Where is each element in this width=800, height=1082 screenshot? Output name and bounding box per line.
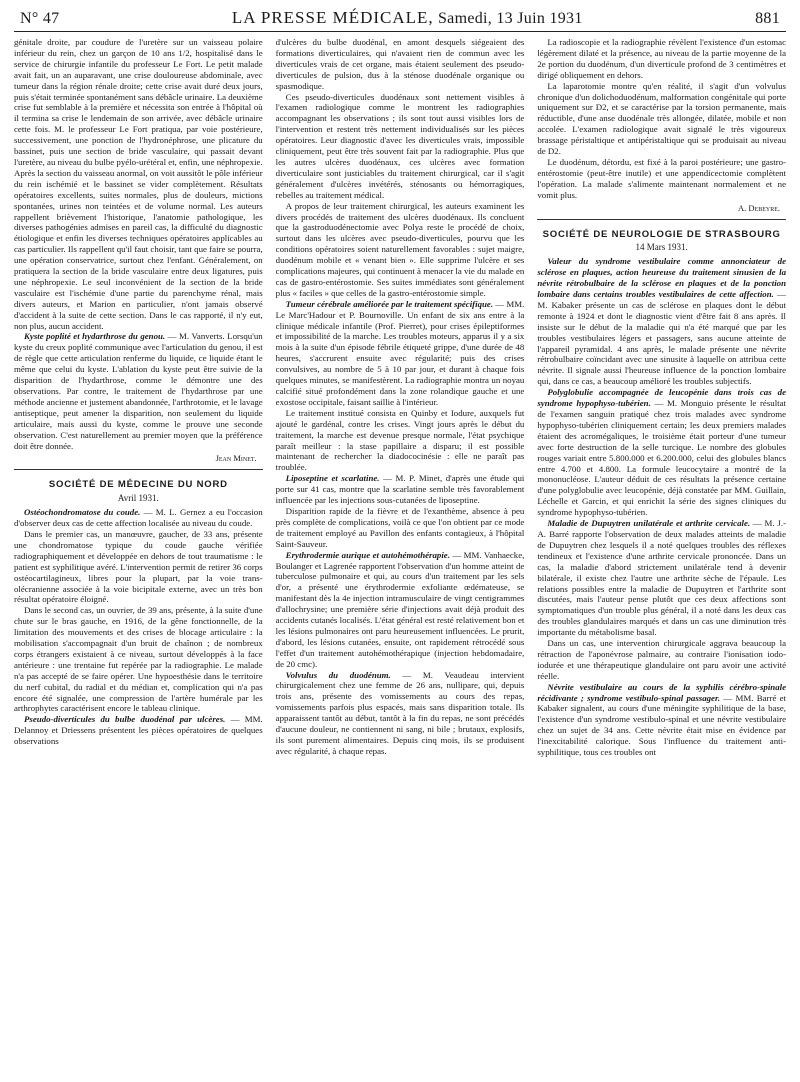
paragraph: A propos de leur traitement chirurgical, les auteurs examinent les divers procédés de traitement des ulcères duodénaux. Ils concluent que la gastroduodénectomie avec Polya reste le procédé de choix, surtout dans les ulcères avec pseudo-diverticules, pourvu que les conditions opératoires soient naturellement favorables : sujet maigre, duodénum mobile et « venant bien ». Elle supprime l'ulcère et ses complications majeures, qui continuent à menacer la vie du malade en cas de gastro-entérostomie. Ses suites immédiates sont généralement plus « faciles » que celles de la gastro-entérostomie simple. [275, 200, 525, 298]
article-title: Valeur du syndrome vestibulaire comme annonciateur de sclérose en plaques, action heureuse du traitement sinusien de la névrite rétrobulbaire de la sclérose en plaques et de la ponction lombaire dans certains troubles vestibulaires de cette affection. [537, 256, 787, 300]
paragraph: génitale droite, par coudure de l'uretère sur un vaisseau polaire inférieur du rein, chez un garçon de 10 ans 1/2, hospitalisé dans le service de chirurgie infantile du professeur Le Fort. Le petit malade avait fait, un an auparavant, une crise douloureuse abdominale, avec tumeur dans la région rénale droite; cette crise avait duré deux jours, puis s'était terminée spontanément sans débâcle urinaire. La deuxième crise fut semblable à la première et nécessita son entrée à l'hôpital où il termina sa crise le lendemain de son arrivée, avec débâcle urinaire cette fois. M. le professeur Le Fort pratiqua, par voie postérieure, successivement, une ponction de l'hydronéphrose, une plicature du bassinet, puis une section de bride vasculaire, qui passait devant l'uretère, au niveau du bulbe pyélo-urétéral et, enfin, une néphropexie. Après la section du vaisseau anormal, on voit aussitôt le pôle inférieur du rein ischémié et le bassinet se vider complètement. Résultats opératoires excellents, suites normales, plus de douleurs, mictions spontanées, urines non teintées et de volume normal. Les auteurs rappellent brièvement l'historique, l'anatomie pathologique, les diverses pathogénies admises en pareil cas, la difficulté du diagnostic étiologique et enfin les diverses techniques opératoires applicables au cas particulier. Ils rappellent qu'il faut choisir, tant que faire se pourra, une opération conservatrice, surtout chez l'enfant. Généralement, on pratiquera la section de la bride vasculaire entre deux ligatures, puis une néphropexie. Le seul inconvénient de la section de la bride vasculaire est l'ischémie d'une partie du parenchyme rénal, mais divers auteurs, et Marion en particulier, n'ont jamais observé d'accident à la suite de cette section. Dans le cas rapporté, il n'y eut, non plus, aucun accident. [14, 37, 263, 331]
article-title: Kyste poplité et hydarthrose du genou. [24, 331, 166, 342]
article [537, 682, 786, 758]
article-title: Névrite vestibulaire au cours de la syphilis cérébro-spinale récidivante ; syndrome vestibulo-spinal passager. [537, 681, 787, 703]
article-title: Maladie de Dupuytren unilatérale et arthrite cervicale. [547, 518, 751, 529]
journal-title-line [232, 8, 583, 28]
article-body: — MM. Vanhaecke, Boulanger et Lagrenée rapportent l'observation d'un homme atteint de tuberculose pulmonaire et qui, au cours d'un traitement par les sels d'or, a présenté une érythrodermie exfoliante œdémateuse, se manifestant dès la 4e injection intramusculaire de vingt centigrammes d'allochrysine; une première série d'injections avait déjà produit des accidents cutanés localisés. L'état général est resté relativement bon et les lésions pulmonaires ont paru heureusement influencées. Le prurit, d'abord, les lésions cutanées, ensuite, ont rapidement rétrocédé sous l'effet d'un traitement autohémothérapique (injection hebdomadaire, de 20 cmc). [275, 549, 525, 669]
paragraph: Ces pseudo-diverticules duodénaux sont nettement visibles à l'examen radiologique comme le montrent les radiographies accompagnant les observations ; ils sont tout aussi visibles lors de l'intervention et restent très nettement individualisés sur les pièces opératoires. Leur diagnostic d'avec les diverticules vrais, impossible cliniquement, peut être très souvent fait par la radiographie. Plus que les autres ulcères duodénaux, ces ulcères avec formation diverticulaire sont justiciables du traitement chirurgical, car il s'agit généralement d'ulcères invétérés, sténosants ou hémorragiques, rebelles au traitement médical. [275, 91, 525, 200]
article [276, 299, 525, 408]
divider [14, 469, 263, 470]
column-2 [276, 37, 525, 758]
paragraph: Dans le premier cas, un manœuvre, gaucher, de 33 ans, présente une chondromatose typique du coude gauche vérifiée radiographiquement et développée en dehors de tout traumatisme : le patient est syphilitique avéré. L'intervention permit de retirer 36 corps ostéocartilagineux, libres pour la plupart, par la voie trans-olécranienne associée à la voie bicipitale externe, avec un très bon résultat opératoire éloigné. [14, 528, 263, 605]
article [276, 550, 525, 670]
article-body: — M. J.-A. Barré rapporte l'observation de deux malades atteints de maladie de Dupuytren chez lesquels il a noté quelques troubles des réflexes tendineux et l'existence d'une arthrite cervicale prononcée. Dans un cas, la maladie d'abord strictement unilatérale tend à devenir bilatérale, il existe chez l'autre une arthrite sèche de l'épaule. Les relations possibles entre la maladie de Dupuytren et l'arthrite sont discutées, mais l'auteur pense plutôt que ces deux affections sont symptomatiques d'un trouble plus général, il a noté dans les deux cas des troubles glandulaires marqués et dans un cas une diminution très importante du métabolisme basal. [537, 518, 787, 638]
paragraph: Le traitement institué consista en Quinby et Iodure, auxquels fut ajouté le gardénal, contre les crises. Vingt jours après le début du traitement, la marche est devenue presque normale, l'état psychique paraît meilleur : la stase papillaire a disparu; il est possible maintenant de rechercher la diadococinésie : elle ne paraît pas troublée. [275, 407, 525, 473]
paragraph: Dans un cas, une intervention chirurgicale aggrava beaucoup la rétraction de l'aponévrose palmaire, au contraire l'ionisation iodo-iodurée et une thérapeutique glandulaire ont paru avoir une activité réelle. [537, 638, 787, 681]
section-date: Avril 1931. [117, 493, 159, 504]
article-title: Tumeur cérébrale améliorée par le traitement spécifique. [285, 298, 494, 309]
journal-title: LA PRESSE MÉDICALE, [231, 8, 434, 27]
section-heading: SOCIÉTÉ DE MÉDECINE DU NORD [48, 479, 228, 491]
article [276, 473, 525, 506]
article-title: Pseudo-diverticules du bulbe duodénal par ulcères. [24, 714, 226, 725]
article [14, 507, 263, 529]
article-title: Polyglobulie accompagnée de leucopénie dans trois cas de syndrome hypophyso-tubérien. [537, 387, 787, 409]
paragraph: Dans le second cas, un ouvrier, de 39 ans, présente, à la suite d'une chute sur le bras gauche, en 1916, de la gêne fonctionnelle, de la limitation des mouvements et des crises de blocage articulaire : la mobilisation s'accompagnait d'un bruit de chaînon ; de nombreux corps étrangers existaient à ce niveau, surtout développés à la face antérieure : une trentaine fut repérée par la radiographie. Le malade n'a pas accepté de se faire opérer. Une hypoesthésie dans le territoire du nerf cubital, du radial et du médian et, complication qui n'a pas encore été signalée, une compression de l'artère humérale par les arthrophytes caractérisent encore le tableau clinique. [14, 605, 263, 714]
divider [537, 219, 786, 220]
article-body: — M. Kabaker présente un cas de sclérose en plaques dont le début remonte à 1924 et dont le diagnostic vient d'être fait 8 ans après. Il insiste sur le début de la maladie qui n'a été marqué que par les troubles vestibulaires légers et passagers, sans aucune atteinte de l'appareil pyramidal. 4 ans après, le malade présente une névrite rétrobulbaire coïncidant avec une sinusite à laquelle on attribua cette névrite. Il signale aussi l'heureuse influence de la ponction lombaire qui, dans ce cas, a beaucoup amélioré les troubles subjectifs. [537, 289, 787, 387]
paragraph: Disparition rapide de la fièvre et de l'exanthème, absence à peu près complète de complications, voilà ce que l'on obtient par ce mode de traitement employé au Pavillon des enfants contagieux, à l'hôpital Saint-Sauveur. [275, 505, 525, 549]
article-body: — M. P. Minet, d'après une étude qui porte sur 41 cas, montre que la scarlatine semble très favorablement influencée par les injections sous-cutanées de liposeptine. [275, 473, 525, 506]
paragraph: La laparotomie montre qu'en réalité, il s'agit d'un volvulus chronique d'un dolichoduodénum, malformation congénitale qui porte uniquement sur D2, et se caractérise par la torsion permanente, mais réductible, d'une anse duodénale très allongée, dilatée, mobile et non accolée. L'examen radiologique avait signalé le très vigoureux brassage péristaltique et antipéristaltique qui se produisait au niveau de D2. [537, 80, 787, 157]
signature: Jean Minet. [215, 453, 257, 464]
issue-date: Samedi, 13 Juin 1931 [437, 10, 583, 27]
paragraph: d'ulcères du bulbe duodénal, en amont desquels siégeaient des formations diverticulaires, qui n'avaient rien de commun avec les diverticules vrais de cet organe, mais étaient seulement des pseudo-diverticules de pulsion, dus à la sténose duodénale organique ou spasmodique. [275, 37, 525, 91]
section-date: 14 Mars 1931. [635, 242, 688, 253]
article-body: — M. Veaudeau intervient chirurgicalement chez une femme de 26 ans, nullipare, qui, depuis trois ans, présente des vomissements au cours des repas, vomissements parfois plus espacés, mais sans disparition totale. Ils apparaissent tantôt au début, tantôt à la fin du repas, ne sont précédés d'aucune douleur, ne contiennent ni sang, ni bile ; brutaux, explosifs, ils sont purement alimentaires. Depuis cinq mois, ils se produisent avec régularité, à chaque repas. [275, 669, 525, 756]
article [14, 714, 263, 747]
section-heading: SOCIÉTÉ DE NEUROLOGIE DE STRASBOURG [542, 228, 781, 240]
article-body: — MM. Delannoy et Driessens présentent les pièces opératoires de quelques observations [14, 714, 263, 747]
article [14, 331, 263, 451]
article-body: — M. L. Gernez a eu l'occasion d'observer deux cas de cette affection localisée au niveau du coude. [14, 507, 263, 529]
article [537, 256, 786, 387]
column-3 [537, 37, 786, 758]
article [276, 670, 525, 757]
page-number: 881 [755, 10, 780, 27]
paragraph: Le duodénum, détordu, est fixé à la paroi postérieure; une gastro-entérostomie (peut-être inutile) et une appendicectomie complètent l'opération. La malade s'alimente maintenant normalement et ne vomit plus. [537, 156, 787, 200]
issue-number: N° 47 [20, 10, 60, 27]
signature: A. Debeyre. [738, 202, 781, 213]
article-title: Liposeptine et scarlatine. [285, 473, 380, 484]
paragraph: La radioscopie et la radiographie révèlent l'existence d'un estomac légèrement dilaté et la présence, au niveau de la partie moyenne de la 2e portion du duodénum, d'un diverticule profond de 3 centimètres et dirigé obliquement en dehors. [537, 37, 787, 80]
article-body: — MM. Le Marc'Hadour et P. Bournoville. Un enfant de six ans entre à la clinique médicale infantile (Prof. Pierret), pour crises épileptiformes et impossibilité de la marche. Les troubles moteurs, apparus il y a six mois à la suite d'un épisode fébrile étiqueté grippe, d'une durée de 48 heures, s'accrurent ensuite avec régularité; puis des crises convulsives, au nombre de 5 à 10 par jour, et durant à chaque fois quelques minutes, se manifestèrent. La radiographie montra un noyau calcifié situé profondément dans la zone rolandique gauche et une exostose occipitale, faisant saillie à l'intérieur. [275, 298, 525, 407]
article-body: — M. Monguio présente le résultat de l'examen sanguin pratiqué chez trois malades avec syndrome hypophyso-tubérien cliniquement certain; les deux premiers malades étaient des acromégaliques, le troisième était porteur d'une tumeur avec forte destruction de la selle turcique. Le nombre des globules rouges variait entre 5.800.000 et 6.200.000, celui des globules blancs entre 4.700 et 4.800. La formule leucocytaire a montré de la mononucléose. L'auteur déduit de ces résultats la présence certaine d'une polyglobulie avec leucopénie, déjà constatée par MM. Guillain, Léchelle et Garcin, et qui enrichit la série des signes cliniques du syndrome hypophyso-tubérien. [537, 398, 787, 518]
article [537, 387, 786, 518]
article-body: — MM. Barré et Kabaker signalent, au cours d'une méningite syphilitique de la base, l'existence d'un syndrome vestibulo-spinal et une névrite vestibulaire chez un sujet de 34 ans. Cette névrite était mise en évidence par l'inexcitabilité calorique. Sous l'influence du traitement anti-syphilitique, tous ces troubles ont [537, 692, 787, 758]
article-title: Erythrodermie aurique et autohémothérapie. [285, 549, 450, 560]
column-1 [14, 37, 263, 758]
article [537, 518, 786, 638]
page-header [14, 8, 786, 32]
article-body: — M. Vanverts. Lorsqu'un kyste du creux poplité communique avec l'articulation du genou, il est de règle que cette articulation renferme du liquide, ce liquide étant le même que celui du kyste. L'ablation du kyste peut être suivie de la disparition de l'hydarthrose, comme le démontre une des observations. Par contre, le traitement de l'hydarthrose par une méthode ancienne et justement abandonnée, l'arthrotomie, et le lavage antiseptique, peut amener la disparition, non seulement du liquide articulaire, mais aussi du kyste, comme le prouve une seconde observation. C'est naturellement au premier moyen que la préférence doit être donnée. [14, 331, 263, 451]
article-title: Volvulus du duodénum. [285, 669, 391, 680]
text-columns [14, 37, 786, 758]
article-title: Ostéochondromatose du coude. [24, 507, 141, 518]
